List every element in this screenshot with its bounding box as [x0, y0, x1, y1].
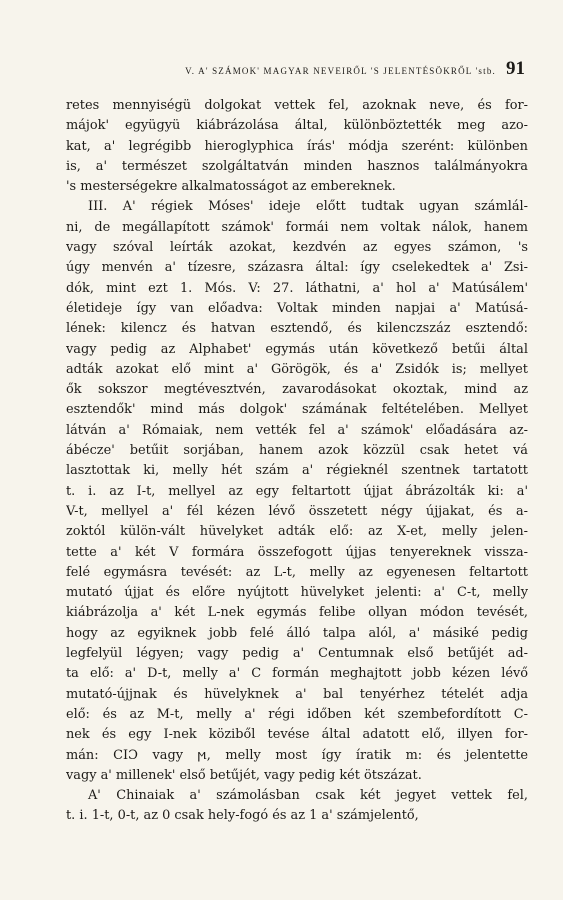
text-line: mutató újjat és előre nyújtott hüvelyket jelenti: a' C-t, melly: [66, 585, 528, 601]
text-line: úgy menvén a' tízesre, százasra által: így cselekedtek a' Zsi-: [66, 260, 528, 276]
text-line: vagy a' millenek' első betűjét, vagy pedig két ötszázat.: [66, 767, 422, 783]
text-line: lének: kilencz és hatvan esztendő, és kilenczszáz esztendő:: [66, 321, 528, 337]
text-line: ta elő: a' D-t, melly a' C formán meghajtott jobb kézen lévő: [66, 666, 528, 682]
text-line: esztendők' mind más dolgok' számának feltételében. Mellyet: [66, 402, 528, 418]
text-line: V-t, mellyel a' fél kézen lévő összetett négy újjakat, és a-: [66, 503, 528, 519]
text-line: életideje így van előadva: Voltak minden napjai a' Matúsá-: [66, 300, 528, 316]
text-line: dók, mint ezt 1. Mós. V: 27. láthatni, a' hol a' Matúsálem': [66, 280, 528, 296]
text-line: A' Chinaiak a' számolásban csak két jegyet vettek fel,: [88, 788, 528, 804]
text-line: nek és egy I-nek köziből tevése által adatott elő, illyen for-: [66, 727, 528, 743]
text-line: adták azokat elő mint a' Görögök, és a' Zsidók is; mellyet: [66, 361, 528, 377]
text-line: elő: és az M-t, melly a' régi időben két szembefordított C-: [66, 706, 528, 722]
text-line: 's mesterségekre alkalmatosságot az embereknek.: [66, 179, 396, 195]
text-line: mán: CIƆ vagy ϻ, melly most így íratik m: és jelentette: [66, 747, 528, 763]
text-line: mutató-újjnak és hüvelyknek a' bal tenyérhez tételét adja: [66, 686, 528, 702]
running-head: V. A' SZÁMOK' MAGYAR NEVEIRŐL 'S JELENTÉSÖKRŐL 'stb.: [185, 66, 496, 76]
text-line: látván a' Rómaiak, nem vették fel a' számok' előadására az-: [66, 422, 528, 438]
text-line: t. i. 1-t, 0-t, az 0 csak hely-fogó és az 1 a' számjelentő,: [66, 808, 419, 824]
text-line: t. i. az I-t, mellyel az egy feltartott újjat ábrázolták ki: a': [66, 483, 528, 499]
text-line: vagy szóval leírták azokat, kezdvén az egyes számon, 's: [66, 240, 528, 256]
text-line: legfelyül légyen; vagy pedig a' Centumnak első betűjét ad-: [66, 646, 528, 662]
text-line: lasztottak ki, melly hét szám a' régieknél szentnek tartatott: [66, 463, 528, 479]
text-line: tette a' két V formára összefogott újjas tenyereknek vissza-: [66, 544, 528, 560]
page-header: [70, 58, 525, 82]
text-line: ők sokszor megtévesztvén, zavarodásokat okoztak, mind az: [66, 382, 528, 398]
text-line: ni, de megállapított számok' formái nem voltak nálok, hanem: [66, 219, 528, 235]
text-line: kat, a' legrégibb hieroglyphica írás' módja szerént: különben: [66, 138, 528, 154]
text-line: kiábrázolja a' két L-nek egymás felibe ollyan módon tevését,: [66, 605, 528, 621]
text-line: retes mennyiségü dolgokat vettek fel, azoknak neve, és for-: [66, 98, 528, 113]
text-line: májok' együgyü kiábrázolása által, különböztették meg azo-: [66, 118, 528, 134]
text-line: felé egymásra tevését: az L-t, melly az egyenesen feltartott: [66, 564, 528, 580]
text-line: vagy pedig az Alphabet' egymás után következő betűi által: [66, 341, 528, 357]
text-line: ábécze' betűit sorjában, hanem azok közzül csak hetet vá: [66, 443, 528, 459]
body-text: [66, 96, 528, 827]
text-line: zoktól külön-vált hüvelyket adták elő: az X-et, melly jelen-: [66, 524, 528, 540]
text-line: hogy az egyiknek jobb felé álló talpa alól, a' másiké pedig: [66, 625, 528, 641]
text-line: is, a' természet szolgáltatván minden hasznos találmányokra: [66, 158, 528, 174]
page-number: 91: [506, 58, 525, 79]
text-line: III. A' régiek Móses' ideje előtt tudtak ugyan számlál-: [88, 199, 528, 215]
